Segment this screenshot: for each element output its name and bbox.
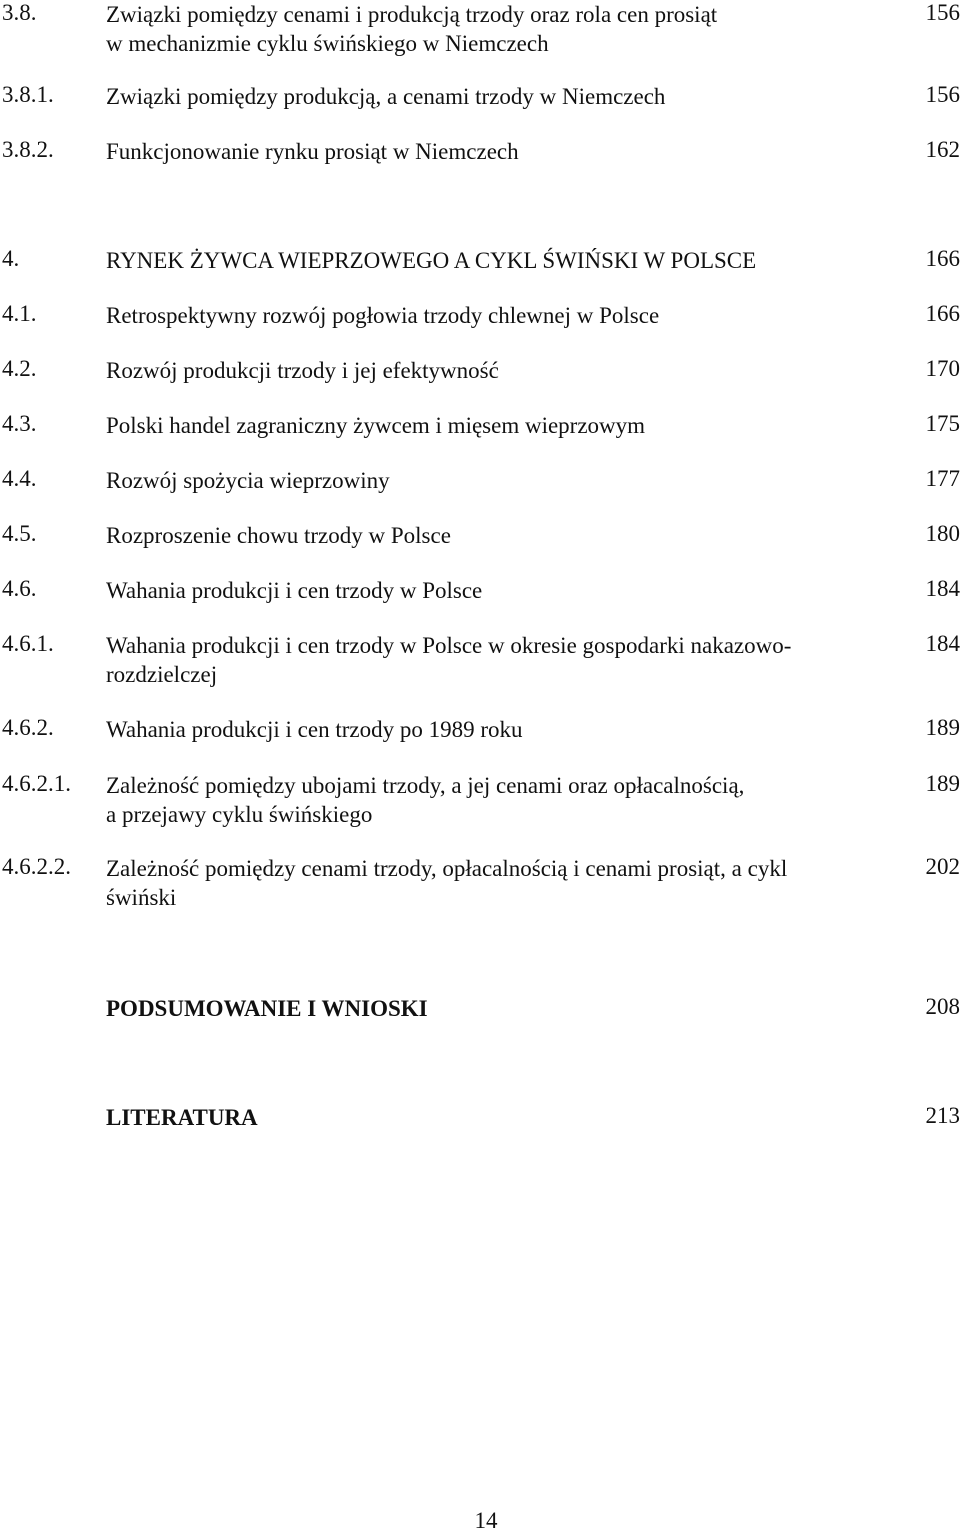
page-number: 14 bbox=[0, 1508, 960, 1534]
toc-entry-page: 175 bbox=[926, 411, 960, 437]
toc-entry-page: 184 bbox=[926, 631, 960, 657]
toc-entry-title-line: Związki pomiędzy cenami i produkcją trzody oraz rola cen prosiąt bbox=[106, 0, 882, 29]
toc-entry-number: 3.8.2. bbox=[2, 137, 54, 163]
toc-entry-title-line: a przejawy cyklu świńskiego bbox=[106, 800, 882, 829]
toc-entry-number: 4.5. bbox=[2, 521, 37, 547]
toc-entry-title bbox=[106, 631, 882, 689]
toc-entry-number: 4.6.2.2. bbox=[2, 854, 71, 880]
toc-entry-title-line: Retrospektywny rozwój pogłowia trzody chlewnej w Polsce bbox=[106, 301, 882, 330]
toc-entry-title: LITERATURA bbox=[106, 1103, 882, 1132]
toc-entry-title-line: Związki pomiędzy produkcją, a cenami trzody w Niemczech bbox=[106, 82, 882, 111]
toc-entry-title-line: Zależność pomiędzy ubojami trzody, a jej cenami oraz opłacalnością, bbox=[106, 771, 882, 800]
toc-entry-title-line: Rozproszenie chowu trzody w Polsce bbox=[106, 521, 882, 550]
toc-entry-page: 208 bbox=[926, 994, 960, 1020]
toc-entry-title bbox=[106, 82, 882, 111]
toc-entry-title-line: Wahania produkcji i cen trzody po 1989 roku bbox=[106, 715, 882, 744]
toc-entry-title bbox=[106, 715, 882, 744]
toc-entry-title bbox=[106, 521, 882, 550]
toc-entry-title bbox=[106, 137, 882, 166]
toc-entry-title-line: Funkcjonowanie rynku prosiąt w Niemczech bbox=[106, 137, 882, 166]
toc-entry-title-line: Zależność pomiędzy cenami trzody, opłacalnością i cenami prosiąt, a cykl bbox=[106, 854, 882, 883]
toc-entry-title: PODSUMOWANIE I WNIOSKI bbox=[106, 994, 882, 1023]
toc-entry-title bbox=[106, 356, 882, 385]
toc-entry-number: 4. bbox=[2, 246, 19, 272]
toc-entry-page: 202 bbox=[926, 854, 960, 880]
toc-entry-title-line: Wahania produkcji i cen trzody w Polsce bbox=[106, 576, 882, 605]
toc-entry-title-line: rozdzielczej bbox=[106, 660, 882, 689]
toc-entry-number: 4.3. bbox=[2, 411, 37, 437]
toc-entry-number: 4.6.2. bbox=[2, 715, 54, 741]
toc-entry-title bbox=[106, 854, 882, 912]
toc-entry-page: 156 bbox=[926, 0, 960, 26]
toc-entry-title-line: Rozwój produkcji trzody i jej efektywność bbox=[106, 356, 882, 385]
toc-entry-title-line: RYNEK ŻYWCA WIEPRZOWEGO A CYKL ŚWIŃSKI W POLSCE bbox=[106, 246, 882, 275]
toc-entry-number: 4.6.1. bbox=[2, 631, 54, 657]
toc-entry-page: 180 bbox=[926, 521, 960, 547]
toc-entry-number: 4.6.2.1. bbox=[2, 771, 71, 797]
toc-entry-number: 4.4. bbox=[2, 466, 37, 492]
toc-entry-title-line: świński bbox=[106, 883, 882, 912]
toc-entry-number: 4.1. bbox=[2, 301, 37, 327]
toc-entry-title bbox=[106, 771, 882, 829]
toc-entry-page: 189 bbox=[926, 715, 960, 741]
toc-entry-page: 189 bbox=[926, 771, 960, 797]
toc-entry-page: 177 bbox=[926, 466, 960, 492]
toc-entry-title-line: Rozwój spożycia wieprzowiny bbox=[106, 466, 882, 495]
toc-entry-number: 4.2. bbox=[2, 356, 37, 382]
toc-entry-page: 162 bbox=[926, 137, 960, 163]
toc-entry-page: 156 bbox=[926, 82, 960, 108]
toc-entry-title bbox=[106, 466, 882, 495]
toc-entry-title-line: w mechanizmie cyklu świńskiego w Niemczech bbox=[106, 29, 882, 58]
toc-entry-title bbox=[106, 576, 882, 605]
toc-entry-number: 3.8.1. bbox=[2, 82, 54, 108]
toc-entry-page: 213 bbox=[926, 1103, 960, 1129]
toc-entry-title bbox=[106, 411, 882, 440]
toc-entry-page: 166 bbox=[926, 246, 960, 272]
toc-entry-title-line: Polski handel zagraniczny żywcem i mięsem wieprzowym bbox=[106, 411, 882, 440]
toc-entry-title-line: Wahania produkcji i cen trzody w Polsce w okresie gospodarki nakazowo- bbox=[106, 631, 882, 660]
toc-entry-page: 170 bbox=[926, 356, 960, 382]
toc-entry-title bbox=[106, 0, 882, 58]
toc-entry-number: 4.6. bbox=[2, 576, 37, 602]
toc-entry-title bbox=[106, 246, 882, 275]
toc-entry-page: 184 bbox=[926, 576, 960, 602]
toc-entry-number: 3.8. bbox=[2, 0, 37, 26]
toc-entry-page: 166 bbox=[926, 301, 960, 327]
toc-entry-title bbox=[106, 301, 882, 330]
